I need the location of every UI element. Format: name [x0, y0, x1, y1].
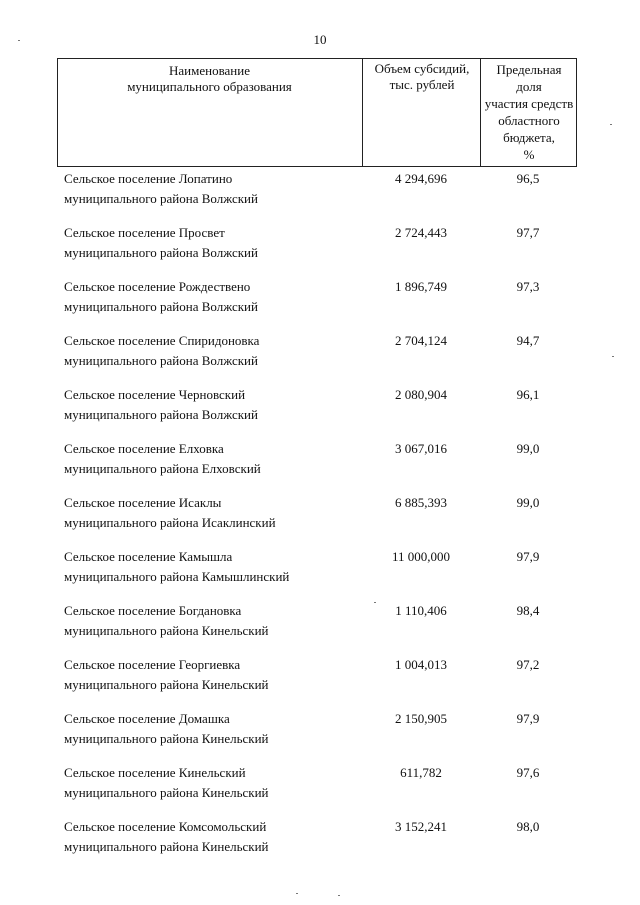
row-name: Сельское поселение Рождествено муниципального района Волжский — [64, 279, 258, 314]
row-name: Сельское поселение Спиридоновка муниципального района Волжский — [64, 333, 260, 368]
row-amount: 2 080,904 — [395, 387, 447, 402]
row-name: Сельское поселение Просвет муниципального района Волжский — [64, 225, 258, 260]
row-share: 97,9 — [516, 711, 540, 726]
row-amount: 1 896,749 — [395, 279, 447, 294]
row-share: 96,5 — [516, 171, 540, 186]
header-bottom-border — [57, 166, 577, 167]
header-share-line: доля — [516, 79, 542, 94]
row-share: 97,9 — [516, 549, 540, 564]
row-name: Сельское поселение Домашка муниципального района Кинельский — [64, 711, 269, 746]
table-row — [0, 385, 640, 433]
table-row — [0, 655, 640, 703]
header-share-column — [481, 61, 577, 163]
row-name: Сельское поселение Черновский муниципального района Волжский — [64, 387, 258, 422]
header-share-line: участия средств — [484, 96, 574, 111]
row-name: Сельское поселение Елховка муниципального района Елховский — [64, 441, 261, 476]
row-share: 97,7 — [516, 225, 540, 240]
header-share-line: % — [523, 147, 535, 162]
row-amount: 11 000,000 — [391, 549, 451, 564]
row-name: Сельское поселение Комсомольский муниципального района Кинельский — [64, 819, 269, 854]
row-amount: 3 152,241 — [395, 819, 447, 834]
table-row — [0, 763, 640, 811]
row-amount: 2 704,124 — [395, 333, 447, 348]
header-name-line: муниципального образования — [127, 79, 292, 94]
header-name-line: Наименование — [169, 63, 250, 78]
row-share: 97,3 — [516, 279, 540, 294]
row-amount: 611,782 — [400, 765, 442, 780]
row-amount: 2 724,443 — [395, 225, 447, 240]
scan-speck — [338, 895, 340, 896]
header-share-line: областного — [498, 113, 560, 128]
row-share: 97,2 — [516, 657, 540, 672]
header-name-column — [57, 63, 362, 95]
row-share: 98,0 — [516, 819, 540, 834]
row-share: 99,0 — [516, 495, 540, 510]
table-row — [0, 709, 640, 757]
row-name: Сельское поселение Исаклы муниципального района Исаклинский — [64, 495, 276, 530]
table-row — [0, 601, 640, 649]
header-amount-column — [363, 61, 481, 93]
row-name: Сельское поселение Лопатино муниципального района Волжский — [64, 171, 258, 206]
header-top-border — [57, 58, 577, 59]
row-share: 94,7 — [516, 333, 540, 348]
row-name: Сельское поселение Георгиевка муниципального района Кинельский — [64, 657, 269, 692]
table-row — [0, 547, 640, 595]
row-name: Сельское поселение Кинельский муниципального района Кинельский — [64, 765, 269, 800]
page-number: 10 — [313, 32, 327, 47]
scan-speck — [610, 124, 612, 125]
table-header — [57, 58, 577, 167]
row-amount: 3 067,016 — [395, 441, 447, 456]
scan-speck — [374, 602, 376, 603]
table-row — [0, 331, 640, 379]
row-amount: 1 110,406 — [395, 603, 447, 618]
table-row — [0, 493, 640, 541]
header-amount-line: Объем субсидий, — [374, 61, 470, 76]
row-share: 97,6 — [516, 765, 540, 780]
table-row — [0, 817, 640, 865]
row-amount: 2 150,905 — [395, 711, 447, 726]
table-row — [0, 277, 640, 325]
header-amount-line: тыс. рублей — [389, 77, 455, 92]
scan-speck — [296, 893, 298, 894]
row-name: Сельское поселение Камышла муниципального района Камышлинский — [64, 549, 290, 584]
row-amount: 1 004,013 — [395, 657, 447, 672]
table-row — [0, 169, 640, 217]
row-amount: 6 885,393 — [395, 495, 447, 510]
header-share-line: бюджета, — [503, 130, 555, 145]
row-name: Сельское поселение Богдановка муниципального района Кинельский — [64, 603, 269, 638]
row-share: 96,1 — [516, 387, 540, 402]
table-row — [0, 439, 640, 487]
row-share: 98,4 — [516, 603, 540, 618]
row-amount: 4 294,696 — [395, 171, 447, 186]
row-share: 99,0 — [516, 441, 540, 456]
table-row — [0, 223, 640, 271]
scan-speck — [18, 40, 20, 41]
header-share-line: Предельная — [496, 62, 562, 77]
scan-speck — [612, 356, 614, 357]
